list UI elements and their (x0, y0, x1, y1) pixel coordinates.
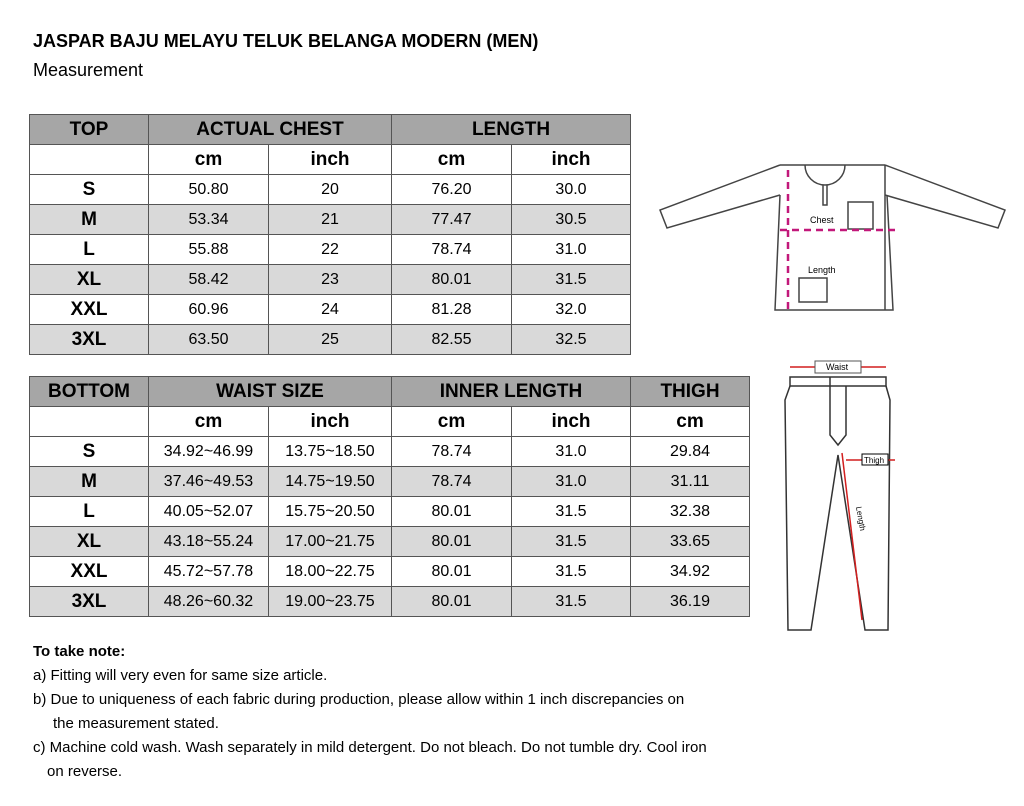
size-cell: XL (30, 527, 149, 557)
table-row (30, 205, 631, 235)
value-cell: 80.01 (392, 557, 512, 587)
value-cell: 25 (269, 325, 392, 355)
unit-cell: inch (512, 407, 631, 437)
size-cell: S (30, 175, 149, 205)
value-cell: 82.55 (392, 325, 512, 355)
value-cell: 60.96 (149, 295, 269, 325)
value-cell: 30.5 (512, 205, 631, 235)
header-actual-chest: ACTUAL CHEST (149, 115, 392, 145)
value-cell: 15.75~20.50 (269, 497, 392, 527)
size-cell: S (30, 437, 149, 467)
value-cell: 31.5 (512, 527, 631, 557)
value-cell: 48.26~60.32 (149, 587, 269, 617)
table-row (30, 437, 750, 467)
waist-label: Waist (826, 362, 849, 372)
size-cell: 3XL (30, 587, 149, 617)
unit-cell: cm (392, 145, 512, 175)
note-c-cont: on reverse. (47, 763, 123, 780)
unit-cell: inch (269, 407, 392, 437)
value-cell: 31.5 (512, 497, 631, 527)
unit-cell (30, 145, 149, 175)
value-cell: 31.5 (512, 265, 631, 295)
size-cell: XXL (30, 557, 149, 587)
size-cell: M (30, 467, 149, 497)
chest-label: Chest (810, 215, 834, 225)
page-title: JASPAR BAJU MELAYU TELUK BELANGA MODERN (MEN) (33, 31, 539, 51)
value-cell: 29.84 (631, 437, 750, 467)
value-cell: 31.0 (512, 437, 631, 467)
header-length: LENGTH (392, 115, 631, 145)
table-row (30, 325, 631, 355)
size-cell: XL (30, 265, 149, 295)
size-cell: M (30, 205, 149, 235)
value-cell: 14.75~19.50 (269, 467, 392, 497)
value-cell: 33.65 (631, 527, 750, 557)
value-cell: 22 (269, 235, 392, 265)
table-row (30, 467, 750, 497)
value-cell: 19.00~23.75 (269, 587, 392, 617)
value-cell: 31.0 (512, 235, 631, 265)
unit-cell (30, 407, 149, 437)
value-cell: 76.20 (392, 175, 512, 205)
value-cell: 31.11 (631, 467, 750, 497)
table-row (30, 557, 750, 587)
value-cell: 31.5 (512, 557, 631, 587)
value-cell: 80.01 (392, 587, 512, 617)
unit-cell: inch (269, 145, 392, 175)
lower-pocket (799, 278, 827, 302)
header-inner-length: INNER LENGTH (392, 377, 631, 407)
value-cell: 77.47 (392, 205, 512, 235)
value-cell: 34.92 (631, 557, 750, 587)
page-subtitle: Measurement (33, 60, 144, 80)
unit-cell: cm (149, 145, 269, 175)
note-c: c) Machine cold wash. Wash separately in mild detergent. Do not bleach. Do not tumble dry. Cool iron (33, 739, 707, 756)
bottom-size-table (29, 376, 750, 617)
value-cell: 80.01 (392, 497, 512, 527)
size-cell: L (30, 497, 149, 527)
value-cell: 78.74 (392, 467, 512, 497)
chest-pocket (848, 202, 873, 229)
table-row (30, 175, 631, 205)
value-cell: 32.5 (512, 325, 631, 355)
header-waist-size: WAIST SIZE (149, 377, 392, 407)
note-b-cont: the measurement stated. (53, 715, 219, 732)
value-cell: 18.00~22.75 (269, 557, 392, 587)
value-cell: 78.74 (392, 235, 512, 265)
value-cell: 31.0 (512, 467, 631, 497)
header-bottom: BOTTOM (30, 377, 149, 407)
table-row (30, 527, 750, 557)
value-cell: 30.0 (512, 175, 631, 205)
pants-length-label: Length (854, 505, 868, 532)
value-cell: 37.46~49.53 (149, 467, 269, 497)
value-cell: 40.05~52.07 (149, 497, 269, 527)
value-cell: 20 (269, 175, 392, 205)
value-cell: 36.19 (631, 587, 750, 617)
value-cell: 34.92~46.99 (149, 437, 269, 467)
value-cell: 55.88 (149, 235, 269, 265)
unit-cell: cm (149, 407, 269, 437)
units-row (30, 145, 631, 175)
note-a: a) Fitting will very even for same size article. (33, 667, 328, 684)
top-size-table (29, 114, 631, 355)
value-cell: 32.0 (512, 295, 631, 325)
table-row (30, 497, 750, 527)
value-cell: 45.72~57.78 (149, 557, 269, 587)
unit-cell: cm (392, 407, 512, 437)
header-thigh: THIGH (631, 377, 750, 407)
table-row (30, 235, 631, 265)
value-cell: 24 (269, 295, 392, 325)
value-cell: 50.80 (149, 175, 269, 205)
size-cell: L (30, 235, 149, 265)
table-row (30, 587, 750, 617)
value-cell: 43.18~55.24 (149, 527, 269, 557)
value-cell: 13.75~18.50 (269, 437, 392, 467)
length-label: Length (808, 265, 836, 275)
value-cell: 80.01 (392, 527, 512, 557)
unit-cell: cm (631, 407, 750, 437)
units-row (30, 407, 750, 437)
unit-cell: inch (512, 145, 631, 175)
table-row (30, 265, 631, 295)
value-cell: 21 (269, 205, 392, 235)
size-cell: 3XL (30, 325, 149, 355)
table-row (30, 295, 631, 325)
value-cell: 63.50 (149, 325, 269, 355)
value-cell: 58.42 (149, 265, 269, 295)
notes-section (33, 640, 707, 784)
pants-diagram (770, 355, 910, 635)
value-cell: 32.38 (631, 497, 750, 527)
thigh-label: Thigh (864, 456, 885, 465)
value-cell: 23 (269, 265, 392, 295)
value-cell: 31.5 (512, 587, 631, 617)
size-cell: XXL (30, 295, 149, 325)
shirt-diagram (655, 160, 1015, 320)
note-b: b) Due to uniqueness of each fabric during production, please allow within 1 inch discrepancies on (33, 691, 685, 708)
value-cell: 80.01 (392, 265, 512, 295)
value-cell: 53.34 (149, 205, 269, 235)
header-top: TOP (30, 115, 149, 145)
value-cell: 81.28 (392, 295, 512, 325)
value-cell: 78.74 (392, 437, 512, 467)
notes-heading: To take note: (33, 643, 126, 660)
value-cell: 17.00~21.75 (269, 527, 392, 557)
